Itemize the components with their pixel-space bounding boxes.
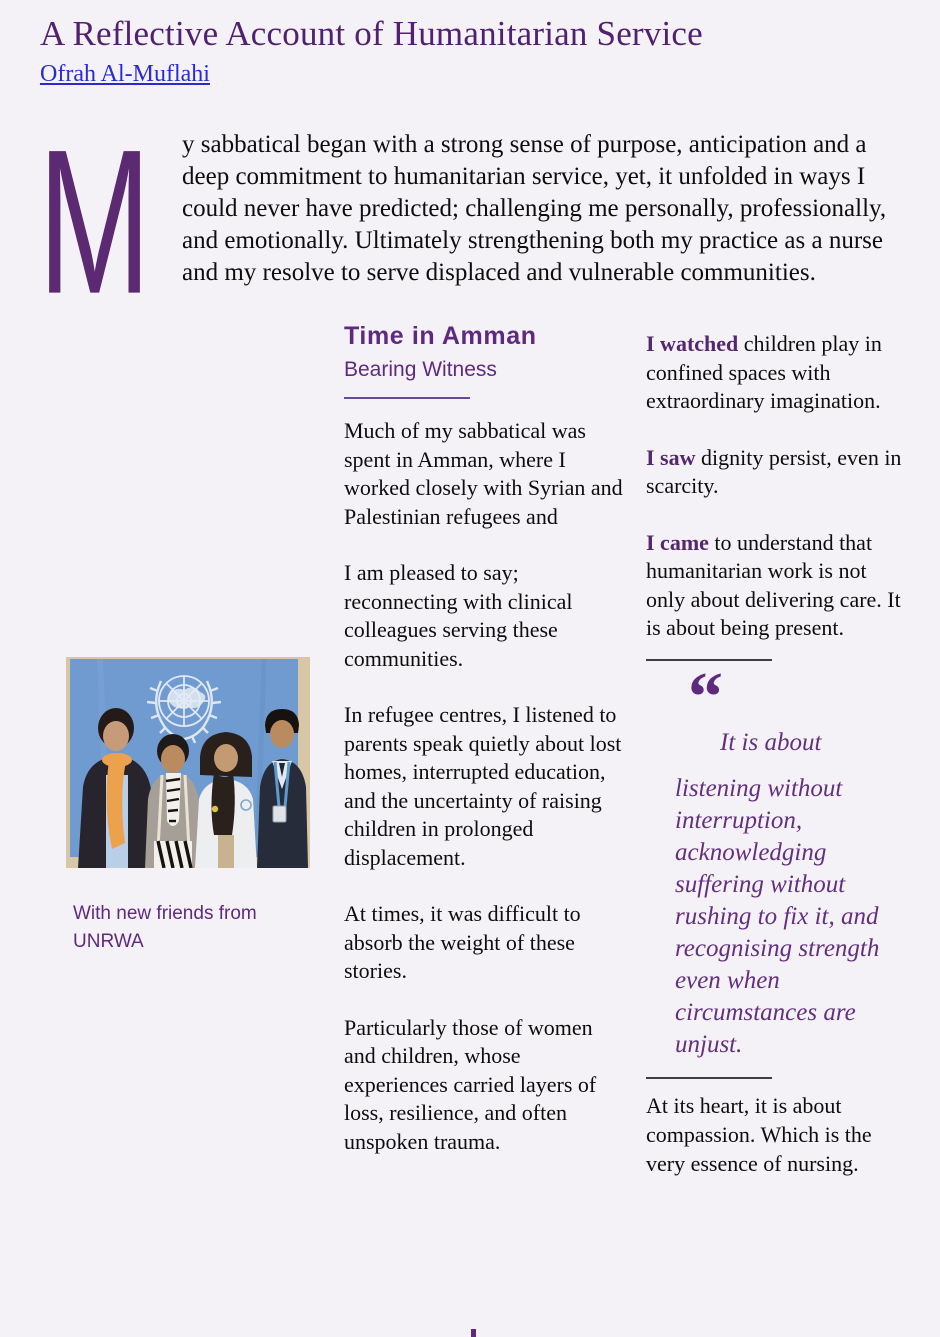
pull-quote — [675, 658, 904, 1061]
closing-paragraph: At its heart, it is about compassion. Which is the very essence of nursing. — [646, 1092, 872, 1176]
three-column-section — [40, 323, 904, 1178]
witness-paragraph — [646, 444, 904, 501]
witness-rest: to understand that humanitarian work is not only about delivering care. It is about being present. — [646, 529, 901, 640]
photo-caption: With new friends from UNRWA — [73, 903, 257, 952]
witness-rest: children play in confined spaces with extraordinary imagination. — [646, 331, 882, 413]
right-column — [646, 323, 904, 1178]
byline-link[interactable]: Ofrah Al-Muflahi — [40, 61, 210, 87]
body-paragraph: Particularly those of women and children, whose experiences carried layers of loss, resilience, and often unspoken trauma. — [344, 1014, 597, 1154]
page-title: A Reflective Account of Humanitarian Service — [40, 14, 703, 53]
body-paragraph: In refugee centres, I listened to parents speak quietly about lost homes, interrupted education, and the uncertainty of raising children in prolonged displacement. — [344, 702, 622, 870]
cutoff-text-fragment — [471, 1329, 476, 1337]
witness-paragraph — [646, 330, 904, 416]
witness-lead: I saw — [646, 444, 696, 470]
pull-quote-body: listening without interruption, acknowledging suffering without rushing to fix it, and recognising strength even when circumstances are unjust. — [675, 774, 880, 1058]
middle-column — [344, 323, 646, 1178]
pull-quote-first-line: It is about — [720, 728, 822, 756]
drop-cap: M — [38, 106, 152, 337]
intro-text: y sabbatical began with a strong sense of purpose, anticipation and a deep commitment to humanitarian service, yet, it unfolded in ways I could never have predicted; challenging me personally, professionally, and emotionally. Ultimately strengthening both my practice as a nurse and my resolve to serve displaced and vulnerable communities. — [182, 131, 887, 286]
witness-paragraph — [646, 529, 904, 643]
witness-lead: I watched — [646, 331, 739, 356]
un-flag-group-photo-illustration — [66, 657, 310, 868]
purple-divider — [344, 397, 470, 399]
section-subheading: Bearing Witness — [344, 358, 497, 381]
group-photo — [66, 657, 310, 868]
newsletter-page — [0, 14, 940, 1178]
body-paragraph: At times, it was difficult to absorb the weight of these stories. — [344, 901, 581, 983]
body-paragraph: I am pleased to say; reconnecting with clinical colleagues serving these communities. — [344, 560, 573, 671]
person-woman-white-coat — [195, 732, 257, 868]
open-quote-icon: “ — [688, 658, 723, 736]
body-paragraph: Much of my sabbatical was spent in Amman, where I worked closely with Syrian and Palestinian refugees and — [344, 418, 623, 529]
left-column — [40, 323, 344, 1178]
dark-divider — [646, 1077, 772, 1079]
section-heading: Time in Amman — [344, 322, 537, 350]
witness-lead: I came — [646, 529, 709, 555]
witness-rest: dignity persist, even in scarcity. — [646, 444, 902, 498]
